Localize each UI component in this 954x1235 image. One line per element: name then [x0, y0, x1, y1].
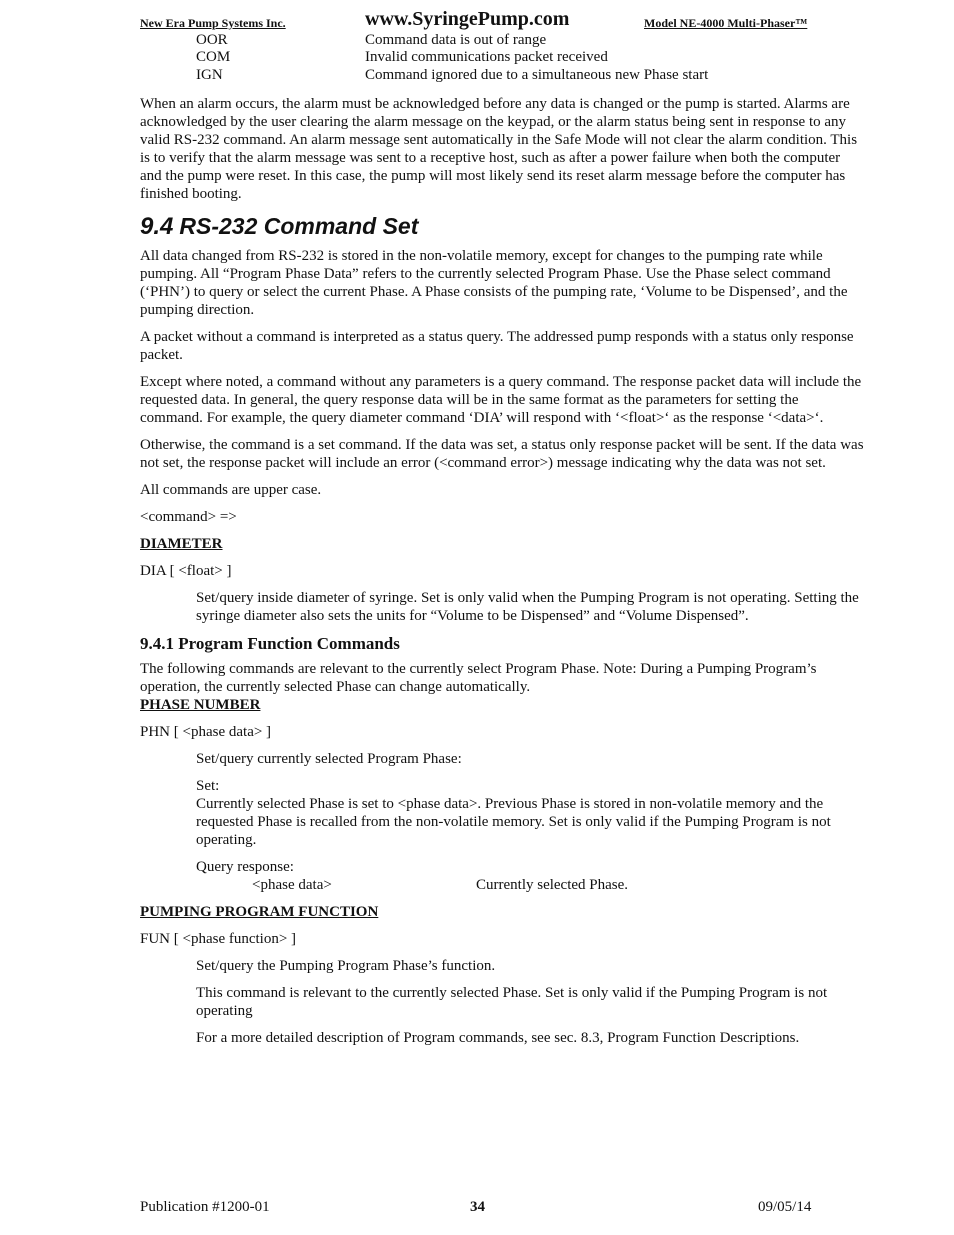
set-text: Currently selected Phase is set to <phase data>. Previous Phase is stored in non-volatile memory and the requested Phase is recalled from the non-volatile memory. Set is only valid if the Pumping Program is not operating.: [196, 796, 831, 848]
header-company: New Era Pump Systems Inc.: [140, 16, 286, 30]
subsection-intro: The following commands are relevant to the currently select Program Phase. Note: During a Pumping Program’s operation, the currently selected Phase can change automatically.: [140, 661, 817, 695]
paragraph: Otherwise, the command is a set command. If the data was set, a status only response packet will be sent. If the data was not set, the response packet will include an error (<command error>) message indicating why the data was not set.: [140, 437, 864, 471]
pumping-function-heading: PUMPING PROGRAM FUNCTION: [140, 904, 379, 920]
section-heading: [140, 212, 865, 241]
phase-number-syntax: PHN [ <phase data> ]: [140, 724, 272, 740]
diameter-description: Set/query inside diameter of syringe. Set is only valid when the Pumping Program is not operating. Setting the syringe diameter also sets the units for “Volume to be Dispensed” and “Volume Dispensed”.: [196, 590, 859, 624]
alarm-description: Invalid communications packet received: [365, 49, 608, 65]
query-label: Query response:: [196, 859, 294, 875]
footer-publication: Publication #1200-01: [140, 1199, 270, 1215]
phase-number-query: [196, 858, 865, 894]
query-response-row: [252, 876, 865, 894]
paragraph: A packet without a command is interpreted as a status query. The addressed pump responds with a status only response packet.: [140, 329, 854, 363]
alarm-description: Command data is out of range: [365, 32, 547, 48]
alarm-paragraph: When an alarm occurs, the alarm must be acknowledged before any data is changed or the pump is started. Alarms are acknowledged by the user clearing the alarm message on the keypad, or the alarm status being sent in response to any valid RS-232 command. An alarm message sent automatically in the Safe Mode will not clear the alarm condition. This is to verify that the alarm message was sent to a receptive host, such as after a power failure when both the computer and the pump were reset. In this case, the pump will most likely send its reset alarm message before the computer has finished booting.: [140, 96, 858, 202]
paragraph: Except where noted, a command without any parameters is a query command. The response packet data will include the requested data. In general, the query response data will be in the same format as the parameters for setting the command. For example, the query diameter command ‘DIA’ will respond with ‘<float>‘ as the response ‘<data>‘.: [140, 374, 862, 426]
paragraph: <command> =>: [140, 509, 237, 525]
phase-number-set: [196, 777, 865, 849]
phase-number-description: Set/query currently selected Program Phase:: [196, 751, 462, 767]
section-title: RS-232 Command Set: [179, 213, 419, 239]
pumping-function-syntax: FUN [ <phase function> ]: [140, 931, 297, 947]
alarm-code: IGN: [196, 67, 223, 83]
diameter-syntax: DIA [ <float> ]: [140, 563, 232, 579]
document-body: [140, 95, 865, 1056]
section-number: 9.4: [140, 213, 174, 240]
query-key: <phase data>: [252, 877, 332, 893]
footer-date: 09/05/14: [758, 1199, 812, 1215]
subsection-heading: 9.4.1 Program Function Commands: [140, 634, 400, 653]
footer-page-number: 34: [470, 1199, 485, 1215]
pumping-function-description: Set/query the Pumping Program Phase’s function.: [196, 958, 496, 974]
paragraph: All commands are upper case.: [140, 482, 322, 498]
header-model: Model NE-4000 Multi-Phaser™: [644, 16, 808, 30]
query-value: Currently selected Phase.: [476, 877, 629, 893]
diameter-heading: DIAMETER: [140, 536, 223, 552]
header-website: www.SyringePump.com: [365, 8, 570, 30]
set-label: Set:: [196, 778, 220, 794]
paragraph: All data changed from RS-232 is stored in the non-volatile memory, except for changes to the pumping rate while pumping. All “Program Phase Data” refers to the currently selected Program Phase. Use the Phase select command (‘PHN’) to query or select the current Phase. A Phase consists of the pumping rate, ‘Volume to be Dispensed’, and the pumping direction.: [140, 248, 848, 318]
pumping-function-description: This command is relevant to the currently selected Phase. Set is only valid if the Pumping Program is not operating: [196, 985, 828, 1019]
alarm-code: COM: [196, 49, 231, 65]
alarm-description: Command ignored due to a simultaneous new Phase start: [365, 67, 709, 83]
pumping-function-description: For a more detailed description of Program commands, see sec. 8.3, Program Function Descriptions.: [196, 1030, 800, 1046]
alarm-code: OOR: [196, 32, 228, 48]
phase-number-heading: PHASE NUMBER: [140, 697, 261, 713]
